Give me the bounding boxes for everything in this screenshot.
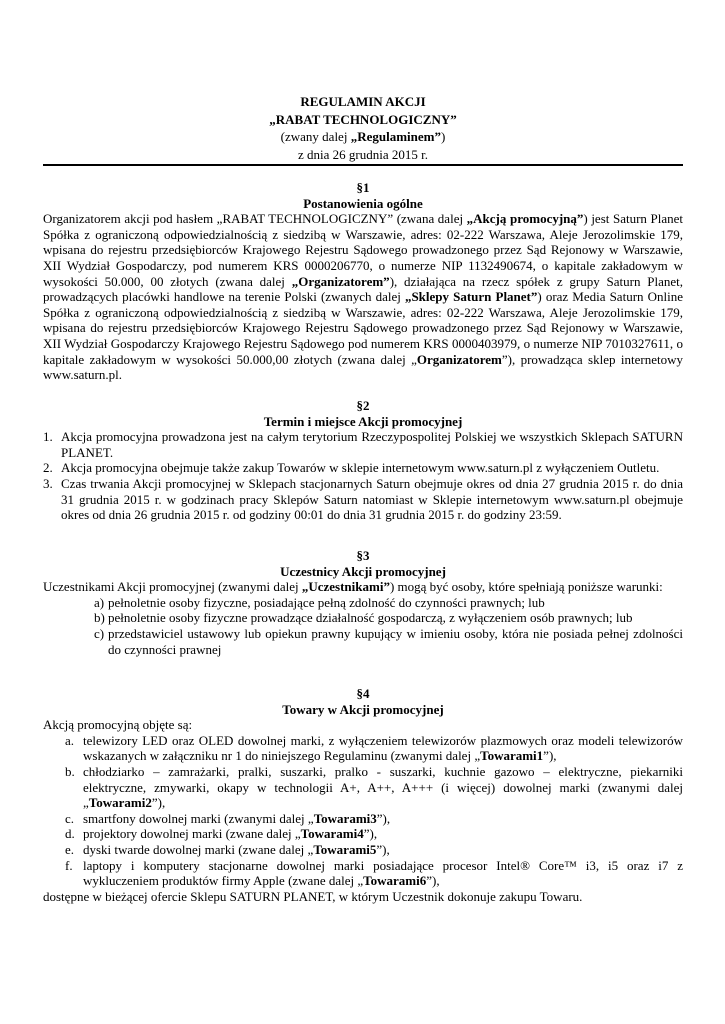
item-letter: a. <box>65 732 75 748</box>
item-text: ”), <box>376 810 391 826</box>
list-item <box>43 733 683 764</box>
called-line <box>43 128 683 146</box>
section-number: §1 <box>356 180 370 195</box>
item-text: pełnoletnie osoby fizyczne prowadzące działalność gospodarczą, z wyłączeniem osób prawnych; lub <box>108 610 633 626</box>
bold-term: Towarami3 <box>313 810 377 826</box>
bold-term: „Organizatorem” <box>291 273 390 289</box>
item-text: chłodziarko – zamrażarki, pralki, suszarki, pralko - suszarki, kuchnie gazowo – elektryczne, piekarniki elektryczne, zmywarki, okapy w technologii A+, A++, A+++ (i więcej) dowolnej marki (zwanymi dalej „ <box>83 763 683 811</box>
item-text: ”), <box>426 873 440 889</box>
item-letter: e. <box>65 841 75 857</box>
document-title: REGULAMIN AKCJI <box>300 94 426 109</box>
called-pre: (zwany dalej <box>280 129 351 144</box>
bold-term: „Akcją promocyjną” <box>466 211 584 227</box>
list-item <box>43 460 683 476</box>
section-title: Postanowienia ogólne <box>303 195 423 211</box>
section-number: §4 <box>356 686 370 701</box>
section-4 <box>43 686 683 904</box>
item-letter: a) <box>94 594 105 610</box>
text-run: ) oraz Media Saturn Online Spółka z ograniczoną odpowiedzialnością z siedzibą w Warszawie, adres: 02-222 Warszawa, Aleje Jerozolimskie 179, wpisana do rejestru przedsiębiorców Krajowego Rejestru Sądowego prowadzonego przez Sąd Rejonowy w Warszawie, XII Wydział Gospodarczy Krajowego Rejestru Sądowego pod numerem KRS 0000403979, o numerze NIP 7010327611, o kapitale zakładowym w wysokości 50.000,00 złotych (zwana dalej „ <box>43 289 683 367</box>
item-number: 3. <box>43 475 53 491</box>
numbered-list <box>43 429 683 523</box>
text-run: Uczestnikami Akcji promocyjnej (zwanymi dalej <box>43 579 302 595</box>
section-1 <box>43 180 683 383</box>
bold-term: Towarami1 <box>480 748 544 764</box>
item-text: przedstawiciel ustawowy lub opiekun prawny kupujący w imieniu osoby, która nie posiada pełnej zdolności do czynności prawnej <box>108 625 683 657</box>
text-run: ) jest Saturn Planet Spółka z ograniczoną odpowiedzialnością z siedzibą w Warszawie, adres: 02-222 Warszawa, Aleje Jerozolimskie 179, wpisana do rejestru przedsiębiorców Krajowego Rejestru Sądowego prowadzonego przez Sąd Rejonowy w Warszawie, XII Wydział Gospodarczy, pod numerem KRS 0000206770, o numerze NIP 1132490674, o kapitale zakładowym w wysokości 50.000, 00 złotych (zwana dalej <box>43 211 683 289</box>
list-item <box>43 811 683 827</box>
section-number: §3 <box>356 548 370 563</box>
section-title: Towary w Akcji promocyjnej <box>282 701 444 717</box>
item-number: 2. <box>43 460 53 476</box>
section-intro: Akcją promocyjną objęte są: <box>43 717 193 733</box>
list-item <box>43 826 683 842</box>
bold-term: Organizatorem <box>416 351 502 367</box>
section-title: Uczestnicy Akcji promocyjnej <box>280 563 446 579</box>
document-date: z dnia 26 grudnia 2015 r. <box>298 146 428 162</box>
section-3 <box>43 548 683 657</box>
product-list <box>43 733 683 889</box>
text-run: ) mogą być osoby, które spełniają poniższe warunki: <box>389 579 663 595</box>
header-divider <box>43 164 683 166</box>
item-letter: f. <box>65 857 73 873</box>
bold-term: „Uczestnikami” <box>301 579 390 595</box>
item-text: ”), <box>376 841 390 857</box>
section-2 <box>43 398 683 523</box>
list-item <box>43 626 683 657</box>
list-item <box>43 764 683 811</box>
called-bold: „Regulaminem” <box>350 129 441 144</box>
document-header <box>43 93 683 163</box>
text-run: ”), prowadząca sklep internetowy www.saturn.pl. <box>43 351 683 383</box>
list-item <box>43 476 683 523</box>
bold-term: Towarami5 <box>313 841 377 857</box>
item-text: ”), <box>543 748 557 764</box>
item-text: Akcja promocyjna prowadzona jest na całym terytorium Rzeczypospolitej Polskiej we wszystkich Sklepach SATURN PLANET. <box>61 429 683 460</box>
item-text: ”), <box>363 826 378 842</box>
called-post: ) <box>440 129 446 144</box>
item-text: Czas trwania Akcji promocyjnej w Sklepach stacjonarnych Saturn obejmuje okres od dnia 27 grudnia 2015 r. do dnia 31 grudnia 2015 r. w godzinach pracy Sklepów Saturn natomiast w Sklepie internetowym www.saturn.pl obejmuje okres od dnia 26 grudnia 2015 r. od godziny 00:01 do dnia 31 grudnia 2015 r. do godziny 23:59. <box>61 475 683 523</box>
item-letter: b) <box>94 610 105 626</box>
item-letter: c) <box>94 625 105 641</box>
list-item <box>43 842 683 858</box>
list-item <box>43 610 683 626</box>
condition-list <box>43 595 683 657</box>
item-text: laptopy i komputery stacjonarne dowolnej marki posiadające procesor Intel® Core™ i3, i5 oraz i7 z wykluczeniem produktów firmy Apple (zwane dalej „ <box>83 857 683 889</box>
section-outro: dostępne w bieżącej ofercie Sklepu SATURN PLANET, w którym Uczestnik dokonuje zakupu Towaru. <box>43 888 583 904</box>
bold-term: Towarami6 <box>363 873 427 889</box>
document-subtitle: „RABAT TECHNOLOGICZNY” <box>269 111 457 127</box>
section-paragraph <box>43 579 683 595</box>
section-paragraph <box>43 211 683 383</box>
bold-term: Towarami4 <box>300 826 364 842</box>
text-run: ), działająca na rzecz spółek z grupy Saturn Planet, prowadzących placówki handlowe na terenie Polski (zwanych dalej <box>43 273 683 305</box>
item-letter: d. <box>65 826 75 842</box>
item-letter: b. <box>65 763 75 779</box>
item-text: Akcja promocyjna obejmuje także zakup Towarów w sklepie internetowym www.saturn.pl z wyłączeniem Outletu. <box>61 460 660 476</box>
item-text: telewizory LED oraz OLED dowolnej marki, z wyłączeniem telewizorów plazmowych oraz modeli telewizorów wskazanych w załączniku nr 1 do niniejszego Regulaminu (zwanymi dalej „ <box>83 732 683 764</box>
item-text: projektory dowolnej marki (zwane dalej „ <box>83 826 301 842</box>
bold-term: Towarami2 <box>88 795 152 811</box>
item-text: smartfony dowolnej marki (zwanymi dalej „ <box>83 810 314 826</box>
list-item <box>43 858 683 889</box>
section-title: Termin i miejsce Akcji promocyjnej <box>263 413 463 429</box>
text-run: Organizatorem akcji pod hasłem „RABAT TECHNOLOGICZNY” (zwana dalej <box>43 211 467 227</box>
item-text: pełnoletnie osoby fizyczne, posiadające pełną zdolność do czynności prawnych; lub <box>108 594 545 610</box>
list-item <box>43 429 683 460</box>
item-letter: c. <box>65 810 75 826</box>
list-item <box>43 595 683 611</box>
item-number: 1. <box>43 429 53 445</box>
section-number: §2 <box>356 398 370 413</box>
item-text: ”), <box>151 795 166 811</box>
item-text: dyski twarde dowolnej marki (zwane dalej „ <box>83 841 314 857</box>
bold-term: „Sklepy Saturn Planet” <box>404 289 538 305</box>
